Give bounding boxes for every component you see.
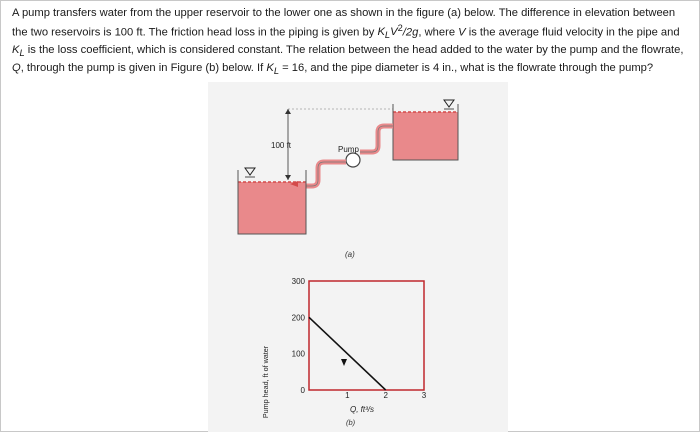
- formula-k: K: [377, 26, 385, 39]
- lower-reservoir: [238, 168, 306, 234]
- var-k2: K: [266, 61, 274, 74]
- x-tick-label: 1: [345, 391, 350, 400]
- y-tick-label: 300: [291, 277, 305, 286]
- upper-reservoir: [393, 100, 458, 160]
- problem-text-1: A pump transfers water from the upper reservoir to the lower one as shown in the figure (a) below. The difference in elevation between the two reservoirs is 100 ft. The friction head loss in the piping is given by: [12, 7, 676, 39]
- elevation-arrow-down-icon: [285, 175, 291, 180]
- elevation-arrow-up-icon: [285, 109, 291, 114]
- figure-b-caption: (b): [346, 418, 356, 427]
- x-tick-label: 3: [421, 391, 427, 400]
- problem-text-5: , through the pump is given in Figure (b) below. If: [20, 61, 267, 74]
- x-tick-label: 2: [383, 391, 388, 400]
- problem-statement: [12, 6, 688, 79]
- formula-v: V: [390, 26, 398, 39]
- var-k2-sub: L: [273, 66, 280, 77]
- y-tick-labels: [292, 277, 306, 395]
- y-tick-label: 0: [300, 386, 305, 395]
- formula-rest: /2g: [402, 26, 419, 39]
- plot-frame: [309, 281, 424, 390]
- elevation-dimension: [271, 109, 393, 180]
- y-tick-label: 200: [291, 313, 305, 323]
- x-tick-labels: [345, 391, 427, 400]
- series-line: [309, 317, 386, 390]
- pipe-upper: [360, 126, 393, 152]
- problem-text-3: is the average fluid velocity in the pipe and: [465, 26, 680, 39]
- y-tick-label: 100: [291, 349, 305, 359]
- formula-exponent: 2: [397, 22, 403, 33]
- pump-icon: [346, 153, 360, 167]
- pump-curve-chart: [261, 277, 427, 427]
- lower-reservoir-water: [238, 182, 306, 234]
- y-axis-label: Pump head, ft of water: [261, 345, 270, 419]
- var-v: V: [458, 26, 466, 39]
- elevation-label: 100 ft: [271, 141, 292, 150]
- var-q: Q: [12, 61, 21, 74]
- problem-text-2: , where: [418, 26, 459, 39]
- figure-svg: [208, 82, 508, 432]
- x-axis-label: Q, ft³/s: [350, 405, 374, 414]
- upper-water-level-icon: [444, 100, 454, 107]
- lower-water-level-icon: [245, 168, 255, 175]
- pump-label: Pump: [338, 145, 359, 154]
- upper-reservoir-water: [393, 112, 458, 160]
- formula-k-sub: L: [384, 30, 391, 41]
- problem-text-4: is the loss coefficient, which is considered constant. The relation between the head added to the water by the pump and the flowrate,: [24, 44, 684, 57]
- var-k-sub: L: [19, 48, 25, 59]
- figure-a-caption: (a): [345, 250, 355, 259]
- figure-panel: [208, 82, 508, 432]
- problem-text-6: = 16, and the pipe diameter is 4 in., what is the flowrate through the pump?: [279, 61, 654, 74]
- var-k: K: [12, 44, 20, 57]
- curve-marker-icon: [341, 359, 347, 366]
